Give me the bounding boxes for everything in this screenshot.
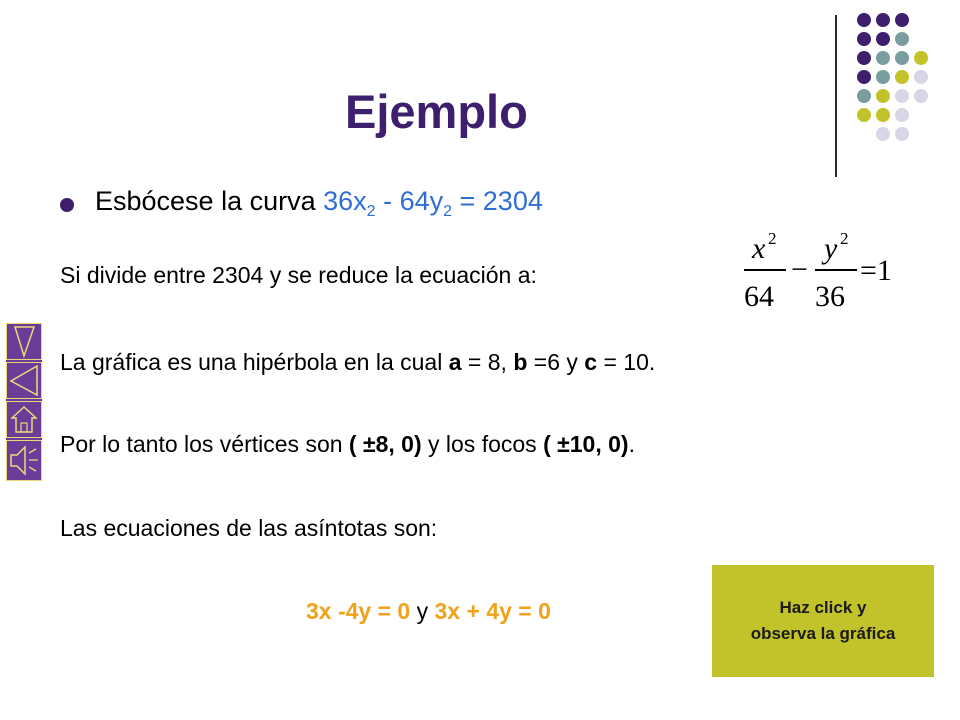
frac1-denominator: 64 [744,280,774,313]
sound-icon [7,441,41,480]
decorative-dot [876,89,890,103]
frac2-numerator: y [824,232,838,265]
home-icon [7,402,41,437]
decorative-dot [895,89,909,103]
decorative-dot [876,108,890,122]
slide-title: Ejemplo [345,85,528,138]
decorative-dot [895,108,909,122]
forward-triangle-icon [7,324,41,359]
decorative-dot [857,32,871,46]
text-part: Por lo tanto los vértices son [60,431,349,457]
decorative-dot [857,51,871,65]
decorative-dot [914,89,928,103]
hyperbola-parameters-text [60,349,655,376]
decorative-dot [857,108,871,122]
foci-value: ( ±10, 0) [543,431,629,457]
view-graph-button-label: Haz click y observa la gráfica [750,598,896,643]
home-button[interactable] [6,401,42,438]
text-part: =6 y [527,349,585,375]
standard-form-equation [738,228,900,314]
previous-slide-button[interactable] [6,362,42,399]
decorative-dots-grid [838,13,948,163]
param-c: c [584,349,598,375]
text-part: . [628,431,635,457]
frac2-denominator: 36 [815,280,845,313]
text-part: = 8, [461,349,514,375]
decorative-dot [914,51,928,65]
decorative-dot [857,13,871,27]
eq-exponent-2: 2 [443,203,453,220]
back-triangle-icon [7,363,41,398]
param-a: a [448,349,462,375]
text-part: y los focos [421,431,544,457]
frac1-exponent: 2 [768,229,777,248]
decorative-dot [876,70,890,84]
decorative-dot [857,70,871,84]
eq-rhs: = 2304 [452,186,543,216]
eq-term-2: - 64y [375,186,444,216]
decorative-divider-line [835,15,837,177]
eq-term-1: 36x [323,186,367,216]
minus-sign: − [791,253,808,286]
bullet-dot [60,198,74,212]
decorative-dot [876,51,890,65]
eq-exponent-1: 2 [366,203,376,220]
view-graph-button[interactable] [712,565,934,677]
vertices-value: ( ±8, 0) [348,431,422,457]
asymptote-equations [306,598,551,625]
decorative-dot [895,32,909,46]
decorative-dot [876,127,890,141]
reduction-text: Si divide entre 2304 y se reduce la ecuación a: [60,262,537,288]
decorative-dot [895,51,909,65]
decorative-dot [895,127,909,141]
bullet-prefix: Esbócese la curva [95,186,324,216]
decorative-dot [857,89,871,103]
vertices-foci-text [60,431,635,458]
bullet-text [95,186,543,221]
decorative-dot [895,13,909,27]
decorative-dot [876,13,890,27]
param-b: b [513,349,528,375]
asymptote-connector: y [410,598,435,624]
equation [323,186,543,220]
asymptotes-heading-text: Las ecuaciones de las asíntotas son: [60,515,438,541]
frac2-exponent: 2 [840,229,849,248]
decorative-dot [876,32,890,46]
slide-navigation-bar [6,323,42,481]
equals-one: =1 [860,254,892,287]
sound-button[interactable] [6,440,42,481]
next-slide-button[interactable] [6,323,42,360]
text-part: La gráfica es una hipérbola en la cual [60,349,449,375]
asymptote-equation-1: 3x -4y = 0 [306,598,411,624]
decorative-dot [914,70,928,84]
text-part: = 10. [597,349,656,375]
asymptote-equation-2: 3x + 4y = 0 [434,598,551,624]
frac1-numerator: x [752,232,766,265]
decorative-dot [895,70,909,84]
